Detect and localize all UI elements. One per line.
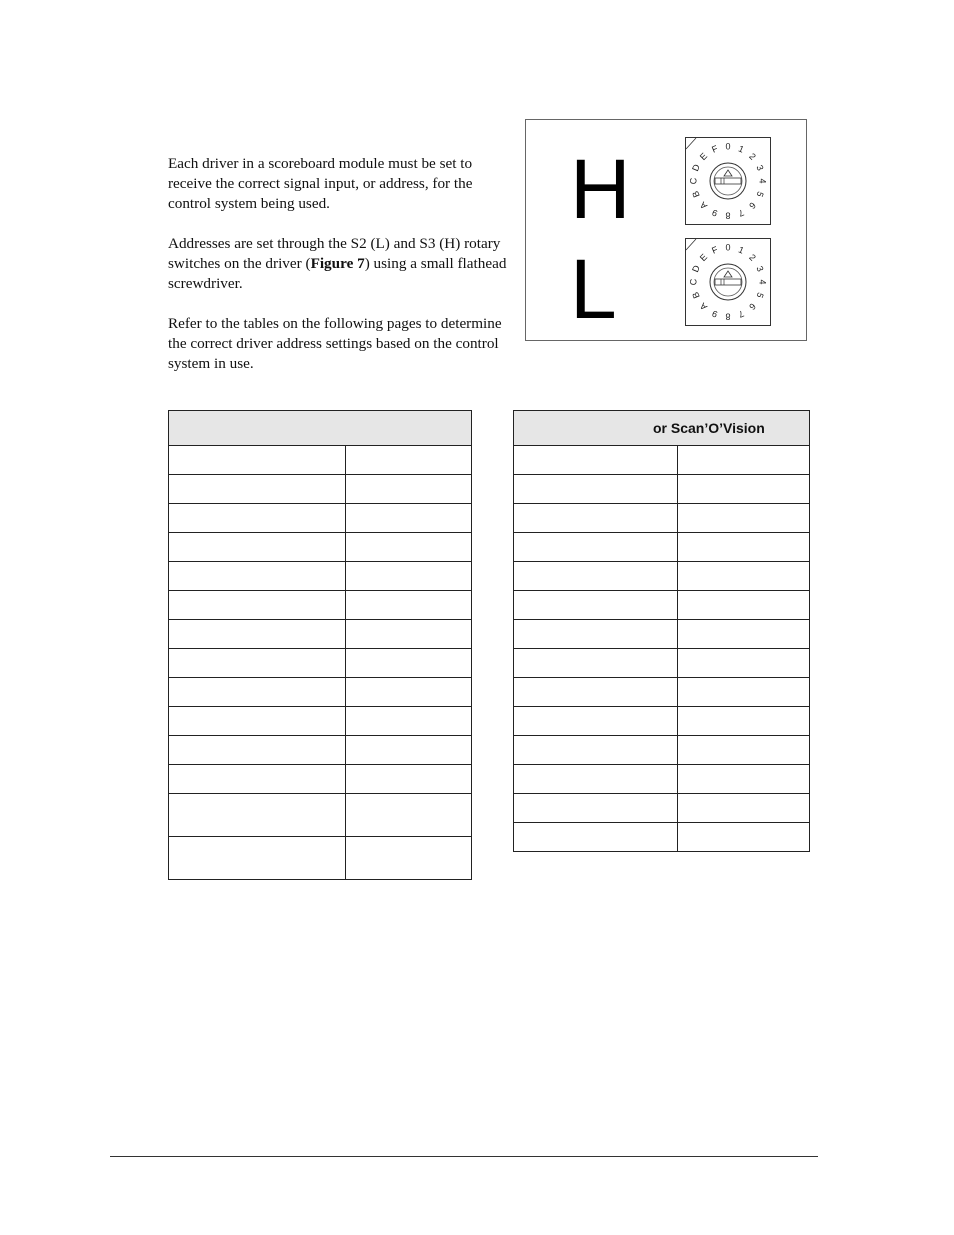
table-row bbox=[169, 475, 472, 504]
dial-label: C bbox=[688, 177, 699, 185]
table-row bbox=[169, 446, 472, 475]
table-header bbox=[169, 411, 472, 446]
dial-label: 8 bbox=[725, 311, 731, 322]
table-row bbox=[169, 562, 472, 591]
table-row bbox=[169, 649, 472, 678]
dial-label: 8 bbox=[725, 210, 731, 221]
table-row bbox=[514, 562, 810, 591]
table-row bbox=[169, 504, 472, 533]
dial-label: 0 bbox=[725, 242, 731, 253]
table-header: or Scan’O’Vision bbox=[514, 411, 810, 446]
dial-label: F bbox=[710, 143, 720, 155]
dial-slot bbox=[715, 178, 741, 184]
dial-label: 7 bbox=[737, 207, 746, 219]
dial-label: F bbox=[710, 244, 720, 256]
label-h: H bbox=[570, 142, 631, 236]
intro-paragraph-3: Refer to the tables on the following pages to determine the correct driver address settings based on the control system in use. bbox=[168, 315, 502, 372]
table-row bbox=[169, 837, 472, 880]
table-row bbox=[514, 591, 810, 620]
dial-label: D bbox=[690, 263, 702, 274]
dial-label: 3 bbox=[754, 264, 766, 273]
table-row bbox=[169, 620, 472, 649]
address-table-left bbox=[168, 410, 472, 880]
dial-label: E bbox=[697, 150, 710, 163]
table-row bbox=[169, 707, 472, 736]
intro-text bbox=[168, 154, 513, 394]
dial-label: 2 bbox=[747, 151, 758, 162]
table-row bbox=[514, 533, 810, 562]
dial-label: B bbox=[690, 290, 702, 300]
pointer-arrow-icon bbox=[724, 170, 732, 176]
table-row bbox=[169, 794, 472, 837]
address-table-right bbox=[513, 410, 810, 852]
dial-label: A bbox=[697, 199, 710, 212]
table-row bbox=[514, 794, 810, 823]
switch-corner-mark bbox=[686, 239, 696, 250]
table-row bbox=[169, 591, 472, 620]
dial-label: 9 bbox=[710, 308, 719, 320]
intro-paragraph-1: Each driver in a scoreboard module must be set to receive the correct signal input, or address, for the control system being used. bbox=[168, 155, 473, 212]
rotary-switch-figure bbox=[525, 119, 807, 341]
table-row bbox=[514, 649, 810, 678]
table-row bbox=[514, 707, 810, 736]
table-row bbox=[514, 504, 810, 533]
dial-label: D bbox=[690, 162, 702, 173]
figure-reference: Figure 7 bbox=[310, 255, 365, 272]
pointer-arrow-icon bbox=[724, 271, 732, 277]
rotary-switch-l bbox=[685, 238, 771, 326]
dial-label: 5 bbox=[754, 190, 766, 199]
dial-label: 0 bbox=[725, 141, 731, 152]
table-row bbox=[514, 765, 810, 794]
dial-label: 5 bbox=[754, 291, 766, 300]
dial-label: 6 bbox=[747, 200, 758, 211]
footer-rule bbox=[110, 1156, 818, 1157]
dial-label: 7 bbox=[737, 308, 746, 320]
dial-label: 4 bbox=[757, 279, 768, 285]
rotary-switch-h bbox=[685, 137, 771, 225]
dial-label: B bbox=[690, 189, 702, 199]
table-row bbox=[169, 736, 472, 765]
table-row bbox=[169, 533, 472, 562]
dial-label: 4 bbox=[757, 178, 768, 184]
intro-paragraph-2: Addresses are set through the S2 (L) and S3 (H) rotary switches on the driver (Figure 7) using a small flathead screwdriver. bbox=[168, 235, 507, 292]
dial-label: 3 bbox=[754, 163, 766, 172]
dial-slot bbox=[715, 279, 741, 285]
table-row bbox=[514, 446, 810, 475]
switch-corner-mark bbox=[686, 138, 696, 149]
dial-label: E bbox=[697, 251, 710, 264]
table-row bbox=[514, 823, 810, 852]
dial-label: 2 bbox=[747, 252, 758, 263]
dial-label: A bbox=[697, 300, 710, 313]
table-row bbox=[514, 736, 810, 765]
table-row bbox=[514, 678, 810, 707]
dial-label: C bbox=[688, 278, 699, 286]
table-row bbox=[514, 475, 810, 504]
table-row bbox=[169, 678, 472, 707]
dial-label: 1 bbox=[737, 143, 746, 155]
table-row bbox=[169, 765, 472, 794]
table-row bbox=[514, 620, 810, 649]
dial-label: 1 bbox=[737, 244, 746, 256]
label-l: L bbox=[570, 242, 617, 336]
dial-label: 6 bbox=[747, 301, 758, 312]
dial-label: 9 bbox=[710, 207, 719, 219]
